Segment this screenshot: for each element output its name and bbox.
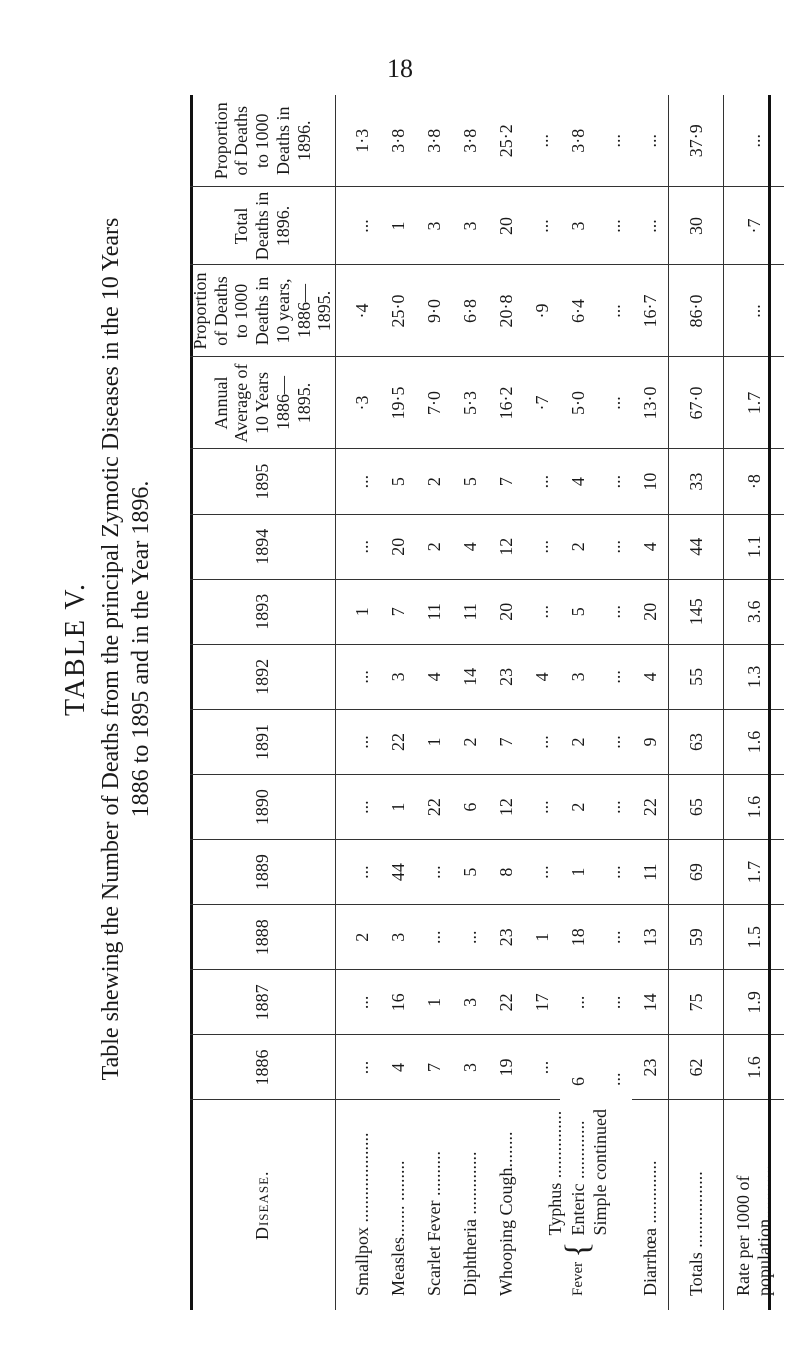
table-cell: ...: [596, 187, 632, 265]
table-cell: 14: [632, 970, 669, 1035]
table-cell: ...: [524, 187, 560, 265]
header-year: 1892: [190, 644, 336, 709]
table-cell: 6·4: [560, 265, 596, 357]
table-cell: 18: [560, 905, 596, 970]
table-cell: 3: [452, 187, 488, 265]
header-year: 1886: [190, 1035, 336, 1100]
table-cell: 22: [380, 709, 416, 774]
header-disease: Disease.: [190, 1100, 336, 1310]
table-cell: ·3: [344, 357, 380, 449]
table-cell: 13·0: [632, 357, 669, 449]
table-cell: 22: [488, 970, 524, 1035]
table-cell: 22: [416, 775, 452, 840]
table-cell: 37·9: [669, 95, 724, 187]
header-year: 1893: [190, 579, 336, 644]
table-cell: 19: [488, 1035, 524, 1100]
table-row: [452, 95, 488, 1310]
table-cell: ...: [596, 644, 632, 709]
table-cell: 12: [488, 514, 524, 579]
table-row: [380, 95, 416, 1310]
disease-name: Diphtheria ..............: [459, 1151, 480, 1296]
table-cell: 1.7: [724, 840, 785, 905]
table-title-line2: 1886 to 1895 and in the Year 1896.: [128, 480, 154, 818]
table-cell: 4: [524, 644, 560, 709]
table-cell: 16: [380, 970, 416, 1035]
table-cell: 1·3: [344, 95, 380, 187]
table-cell: 11: [632, 840, 669, 905]
table-row: [524, 95, 560, 1310]
disease-name: Scarlet Fever ..........: [423, 1151, 444, 1296]
table-cell: ...: [344, 709, 380, 774]
table-cell: ·9: [524, 265, 560, 357]
table-row: [416, 95, 452, 1310]
table-cell: ...: [524, 775, 560, 840]
table-cell: ...: [344, 1035, 380, 1100]
table-cell: 16·7: [632, 265, 669, 357]
table-cell: 59: [669, 905, 724, 970]
mortality-table: [190, 95, 784, 1310]
table-cell: ...: [596, 449, 632, 514]
table-cell: 2: [416, 514, 452, 579]
table-cell: 5: [560, 579, 596, 644]
table-cell: ...: [344, 775, 380, 840]
rate-label-line1: Rate per 1000 of: [733, 1175, 753, 1296]
table-cell: 6·8: [452, 265, 488, 357]
table-cell: 1.7: [724, 357, 785, 449]
table-cell: 8: [488, 840, 524, 905]
table-cell: 3: [452, 1035, 488, 1100]
table-cell: 145: [669, 579, 724, 644]
table-cell: 3: [452, 970, 488, 1035]
table-cell: 5: [452, 840, 488, 905]
table-cell: ...: [524, 1035, 560, 1100]
table-cell: ...: [344, 187, 380, 265]
table-cell: 11: [416, 579, 452, 644]
header-year: 1891: [190, 709, 336, 774]
table-cell: 20·8: [488, 265, 524, 357]
table-cell: ...: [724, 95, 785, 187]
table-cell: ...: [344, 840, 380, 905]
header-year: 1890: [190, 775, 336, 840]
table-cell: 1: [344, 579, 380, 644]
disease-name: Simple continued: [590, 1109, 611, 1236]
disease-name: Diarrhœa ..............: [639, 1160, 660, 1296]
fever-label: Fever: [569, 1261, 586, 1296]
table-cell: 1: [560, 840, 596, 905]
table-cell: 5: [452, 449, 488, 514]
table-cell: 6: [452, 775, 488, 840]
table-title: Table shewing the Number of Deaths from the principal Zymotic Diseases in the 10 Years: [98, 217, 124, 1081]
header-year: 1889: [190, 840, 336, 905]
table-cell: 55: [669, 644, 724, 709]
table-cell: 20: [488, 187, 524, 265]
header-row: [190, 95, 336, 1310]
table-cell: ...: [596, 709, 632, 774]
table-cell: ...: [416, 905, 452, 970]
table-cell: 3: [380, 644, 416, 709]
table-cell: 1: [380, 775, 416, 840]
table-cell: 6: [567, 1077, 588, 1086]
table-cell: ...: [596, 579, 632, 644]
table-cell: ...: [344, 970, 380, 1035]
table-cell: 4: [380, 1035, 416, 1100]
table-cell: 9·0: [416, 265, 452, 357]
table-cell: 19·5: [380, 357, 416, 449]
table-cell: 2: [560, 514, 596, 579]
fever-group: [524, 1100, 632, 1310]
header-total-1896: Total Deaths in 1896.: [190, 187, 336, 265]
table-cell: ...: [416, 840, 452, 905]
table-cell: ...: [596, 357, 632, 449]
table-cell: 3: [560, 644, 596, 709]
table-cell: ...: [596, 840, 632, 905]
table-cell: ...: [524, 840, 560, 905]
rate-row: [724, 95, 785, 1310]
table-cell: 20: [380, 514, 416, 579]
table-cell: 25·2: [488, 95, 524, 187]
table-cell: ...: [524, 709, 560, 774]
table-cell: ...: [596, 265, 632, 357]
table-cell: 20: [488, 579, 524, 644]
totals-row: [669, 95, 724, 1310]
page-number: 18: [387, 54, 413, 83]
table-cell: ...: [524, 579, 560, 644]
table-cell: ...: [596, 905, 632, 970]
disease-name: Measles....... .........: [387, 1160, 408, 1296]
table-cell: 3.6: [724, 579, 785, 644]
table-cell: 23: [488, 644, 524, 709]
table-cell: 25·0: [380, 265, 416, 357]
table-cell: ...: [632, 187, 669, 265]
disease-name: Enteric .............: [567, 1120, 588, 1236]
table-cell: 1: [416, 709, 452, 774]
table-cell: 1.3: [724, 644, 785, 709]
table-cell: 5: [380, 449, 416, 514]
table-cell: 7: [380, 579, 416, 644]
disease-name: Smallpox ....................: [351, 1132, 372, 1296]
table-cell: 9: [632, 709, 669, 774]
table-cell: ·7: [724, 187, 785, 265]
table-cell: ...: [724, 265, 785, 357]
table-cell: 1: [380, 187, 416, 265]
table-cell: 1.6: [724, 709, 785, 774]
table-cell: 5·0: [560, 357, 596, 449]
table-cell: 7·0: [416, 357, 452, 449]
table-cell: 11: [452, 579, 488, 644]
header-year: 1894: [190, 514, 336, 579]
table-cell: 67·0: [669, 357, 724, 449]
table-cell: 3: [560, 187, 596, 265]
table-cell: 14: [452, 644, 488, 709]
table-cell: ...: [344, 644, 380, 709]
table-cell: 4: [560, 449, 596, 514]
table-row: [632, 95, 669, 1310]
table-cell: 23: [632, 1035, 669, 1100]
table-cell: 22: [632, 775, 669, 840]
table-cell: 1.6: [724, 1035, 785, 1100]
table-cell: 62: [669, 1035, 724, 1100]
table-cell: 3·8: [452, 95, 488, 187]
disease-name: Whooping Cough........: [495, 1131, 516, 1296]
table-cell: 4: [632, 644, 669, 709]
table-cell: 2: [416, 449, 452, 514]
table-cell: 75: [669, 970, 724, 1035]
totals-label: Totals .................: [669, 1100, 724, 1310]
table-cell: ·4: [344, 265, 380, 357]
table-cell: ...: [344, 514, 380, 579]
table-cell: ...: [344, 449, 380, 514]
table-cell: ...: [603, 1072, 624, 1086]
table-cell: 1: [524, 905, 560, 970]
rate-label: [724, 1100, 785, 1310]
table-cell: 4: [452, 514, 488, 579]
table-cell: 3·8: [380, 95, 416, 187]
table-cell: 5·3: [452, 357, 488, 449]
table-cell: 2: [560, 709, 596, 774]
header-year: 1888: [190, 905, 336, 970]
table-cell: 16·2: [488, 357, 524, 449]
table-cell: ...: [452, 905, 488, 970]
table-cell: 3·8: [416, 95, 452, 187]
table-cell: 3: [380, 905, 416, 970]
table-cell: 1.1: [724, 514, 785, 579]
table-cell: ·7: [524, 357, 560, 449]
table-cell: ·8: [724, 449, 785, 514]
header-proportion-1896: Proportion of Deaths to 1000 Deaths in 1896.: [190, 95, 336, 187]
header-proportion-10yr: Proportion of Deaths to 1000 Deaths in 10 years, 1886—1895.: [190, 265, 336, 357]
table-cell: 3: [416, 187, 452, 265]
table-cell: 30: [669, 187, 724, 265]
header-year: 1895: [190, 449, 336, 514]
table-cell: ...: [596, 970, 632, 1035]
table-cell: ...: [524, 95, 560, 187]
table-row: [344, 95, 380, 1310]
table-cell: ...: [596, 514, 632, 579]
table-cell: 12: [488, 775, 524, 840]
bottom-rule: [768, 95, 771, 1310]
table-cell: 23: [488, 905, 524, 970]
table-cell: 7: [416, 1035, 452, 1100]
table-cell: 33: [669, 449, 724, 514]
table-cell: 2: [344, 905, 380, 970]
table-cell: 2: [452, 709, 488, 774]
disease-name: Typhus ...............: [545, 1110, 566, 1236]
table-cell: 13: [632, 905, 669, 970]
table-cell: 10: [632, 449, 669, 514]
table-cell: 2: [560, 775, 596, 840]
rate-label-line2: population............: [754, 1165, 774, 1296]
table-cell: 44: [669, 514, 724, 579]
table-cell: 1.6: [724, 775, 785, 840]
table-cell: ...: [524, 449, 560, 514]
table-cell: 63: [669, 709, 724, 774]
header-year: 1887: [190, 970, 336, 1035]
table-cell: 4: [632, 514, 669, 579]
table-cell: 86·0: [669, 265, 724, 357]
table-cell: 1: [416, 970, 452, 1035]
table-cell: 3·8: [560, 95, 596, 187]
table-cell: 69: [669, 840, 724, 905]
table-cell: ...: [560, 970, 596, 1035]
table-cell: ...: [596, 775, 632, 840]
table-cell: ...: [524, 514, 560, 579]
header-annual-average: Annual Average of 10 Years 1886—1895.: [190, 357, 336, 449]
table-cell: 20: [632, 579, 669, 644]
table-cell: 65: [669, 775, 724, 840]
table-cell: ...: [596, 95, 632, 187]
brace-glyph: {: [559, 1241, 596, 1258]
table-cell: 17: [524, 970, 560, 1035]
table-cell: 7: [488, 709, 524, 774]
table-label: TABLE V.: [60, 581, 91, 717]
table-cell: 44: [380, 840, 416, 905]
table-cell: ...: [632, 95, 669, 187]
table-cell: 1.5: [724, 905, 785, 970]
table-cell: 1.9: [724, 970, 785, 1035]
table-row: [488, 95, 524, 1310]
table-cell: 4: [416, 644, 452, 709]
table-cell: 7: [488, 449, 524, 514]
